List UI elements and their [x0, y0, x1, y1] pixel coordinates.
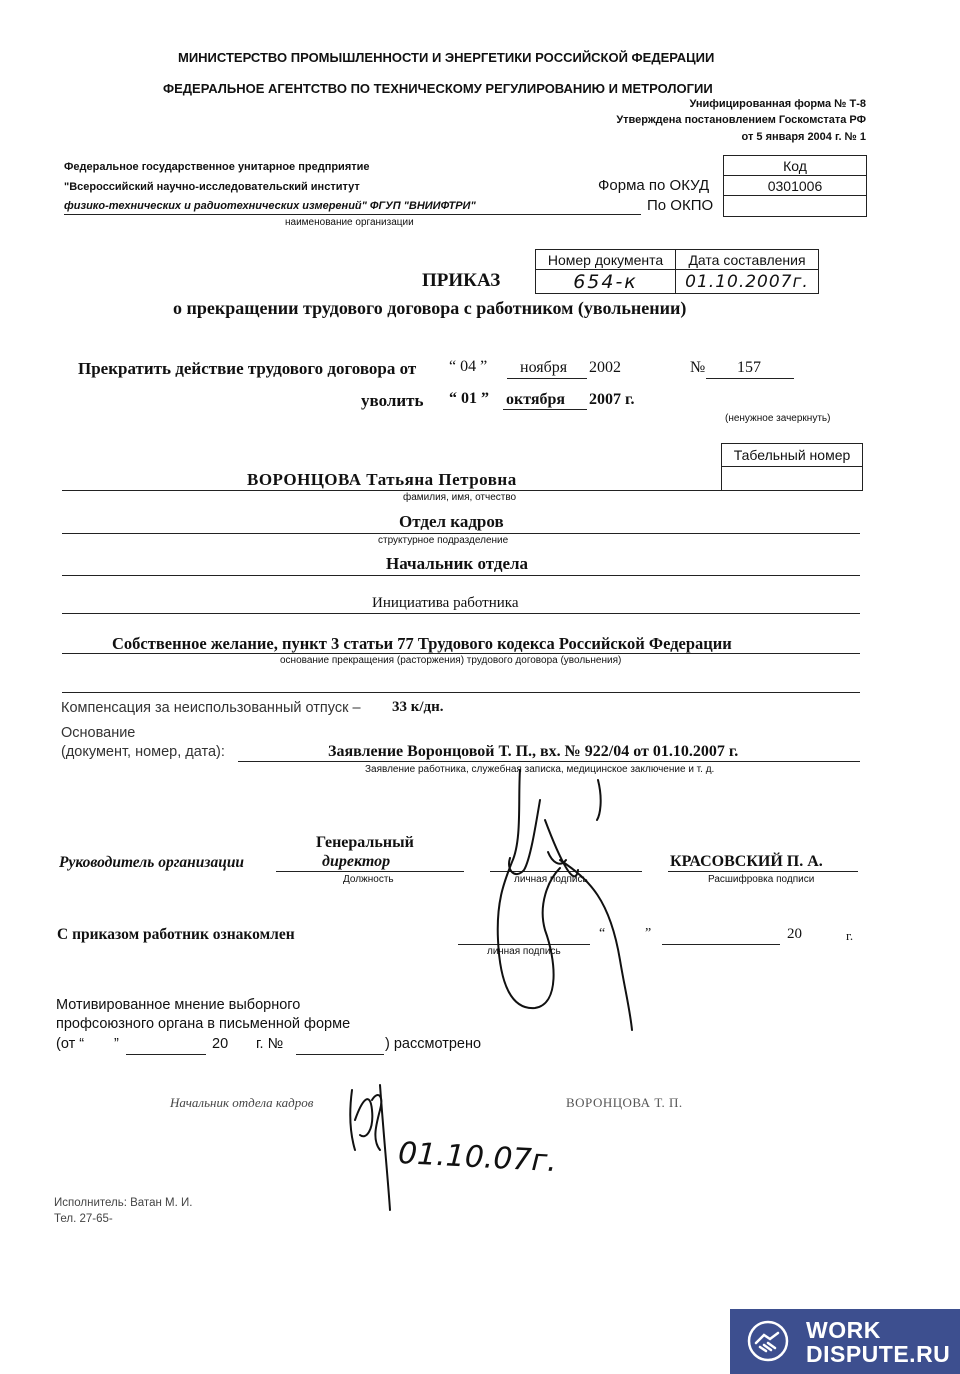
ground-caption: основание прекращения (расторжения) трудового договора (увольнения)	[280, 655, 622, 666]
acquainted-label: С приказом работник ознакомлен	[57, 926, 295, 943]
org-caption: наименование организации	[285, 217, 414, 228]
hr-handwritten-date: 01.10.07г.	[397, 1135, 558, 1180]
contract-year: 2002	[589, 359, 621, 376]
doc-number-value: 654-к	[536, 270, 676, 294]
acquainted-close-quote: ”	[645, 926, 652, 941]
okpo-label: По ОКПО	[647, 197, 714, 214]
acquainted-year: 20	[787, 926, 802, 942]
hr-signature	[350, 1085, 390, 1210]
watermark-line-2: DISPUTE.RU	[806, 1341, 951, 1367]
department: Отдел кадров	[399, 512, 504, 531]
basis-caption: Заявление работника, служебная записка, медицинское заключение и т. д.	[365, 764, 715, 775]
dismiss-month: октября	[506, 391, 566, 408]
employee-name-caption: фамилия, имя, отчество	[403, 492, 517, 503]
acquainted-year-suffix: г.	[846, 928, 854, 943]
head-position-caption: Должность	[343, 874, 394, 885]
doc-date-label: Дата составления	[676, 250, 819, 270]
watermark-badge	[730, 1309, 960, 1374]
form-approval: Утверждена постановлением Госкомстата РФ	[616, 114, 866, 126]
okud-label: Форма по ОКУД	[598, 177, 710, 194]
head-position-1: Генеральный	[316, 834, 414, 851]
dismiss-label: уволить	[361, 391, 424, 410]
handshake-icon	[746, 1319, 790, 1363]
contract-month: ноября	[520, 359, 568, 376]
basis-label-1: Основание	[61, 725, 136, 741]
head-name: КРАСОВСКИЙ П. А.	[670, 853, 823, 870]
dismiss-day: “ 01 ”	[449, 390, 489, 407]
hr-name: ВОРОНЦОВА Т. П.	[566, 1095, 683, 1110]
contract-day: “ 04 ”	[449, 358, 488, 375]
head-position-2: директор	[322, 853, 391, 870]
head-name-caption: Расшифровка подписи	[708, 874, 815, 885]
basis-label-2: (документ, номер, дата):	[61, 744, 225, 760]
employee-name: ВОРОНЦОВА Татьяна Петровна	[247, 470, 517, 489]
union-line-1: Мотивированное мнение выборного	[56, 997, 301, 1013]
hr-label: Начальник отдела кадров	[170, 1095, 314, 1110]
termination-lead: Прекратить действие трудового договора от	[78, 359, 417, 378]
head-signature-caption: личная подпись	[514, 874, 588, 885]
watermark-line-1: WORK	[806, 1317, 881, 1343]
strike-note: (ненужное зачеркнуть)	[725, 413, 831, 424]
executor-line-2: Тел. 27-65-	[54, 1213, 113, 1225]
position: Начальник отдела	[386, 554, 529, 573]
okud-value: 0301006	[724, 176, 867, 196]
form-approval-date: от 5 января 2004 г. № 1	[741, 131, 866, 143]
dismissal-ground: Собственное желание, пункт 3 статьи 77 Трудового кодекса Российской Федерации	[112, 634, 732, 653]
union-line-2: профсоюзного органа в письменной форме	[56, 1016, 351, 1032]
executor-line-1: Исполнитель: Ватан М. И.	[54, 1197, 193, 1209]
agency-heading: ФЕДЕРАЛЬНОЕ АГЕНТСТВО ПО ТЕХНИЧЕСКОМУ РЕГУЛИРОВАНИЮ И МЕТРОЛОГИИ	[163, 81, 713, 96]
doc-number-label: Номер документа	[536, 250, 676, 270]
union-year: 20	[212, 1036, 229, 1052]
union-g-no: г. №	[256, 1036, 284, 1052]
tab-number-label: Табельный номер	[722, 444, 863, 467]
contract-no: 157	[737, 359, 761, 376]
order-title: ПРИКАЗ	[422, 270, 501, 291]
contract-no-label: №	[690, 359, 706, 376]
codes-header: Код	[724, 156, 867, 176]
department-caption: структурное подразделение	[378, 535, 509, 546]
acquainted-signature-caption: личная подпись	[487, 946, 561, 957]
order-subtitle: о прекращении трудового договора с работником (увольнении)	[173, 298, 687, 318]
union-close-quote: ”	[114, 1036, 119, 1052]
dismiss-year: 2007 г.	[589, 391, 635, 408]
ministry-heading: МИНИСТЕРСТВО ПРОМЫШЛЕННОСТИ И ЭНЕРГЕТИКИ РОССИЙСКОЙ ФЕДЕРАЦИИ	[178, 50, 715, 65]
org-line-1: Федеральное государственное унитарное предприятие	[64, 161, 370, 173]
union-considered: ) рассмотрено	[385, 1036, 482, 1052]
compensation-label: Компенсация за неиспользованный отпуск –	[61, 700, 361, 716]
org-line-2: "Всероссийский научно-исследовательский институт	[64, 181, 360, 193]
union-ot: (от “	[56, 1036, 85, 1052]
basis-value: Заявление Воронцовой Т. П., вх. № 922/04 от 01.10.2007 г.	[328, 743, 739, 760]
form-number: Унифицированная форма № Т-8	[689, 98, 866, 110]
head-label: Руководитель организации	[59, 854, 245, 871]
compensation-value: 33 к/дн.	[392, 699, 444, 715]
doc-date-value: 01.10.2007г.	[676, 270, 819, 294]
org-line-3: физико-технических и радиотехнических измерений" ФГУП "ВНИИФТРИ"	[64, 200, 476, 212]
acquainted-open-quote: “	[599, 926, 606, 941]
initiative: Инициатива работника	[372, 595, 519, 611]
director-signature	[498, 770, 632, 1030]
